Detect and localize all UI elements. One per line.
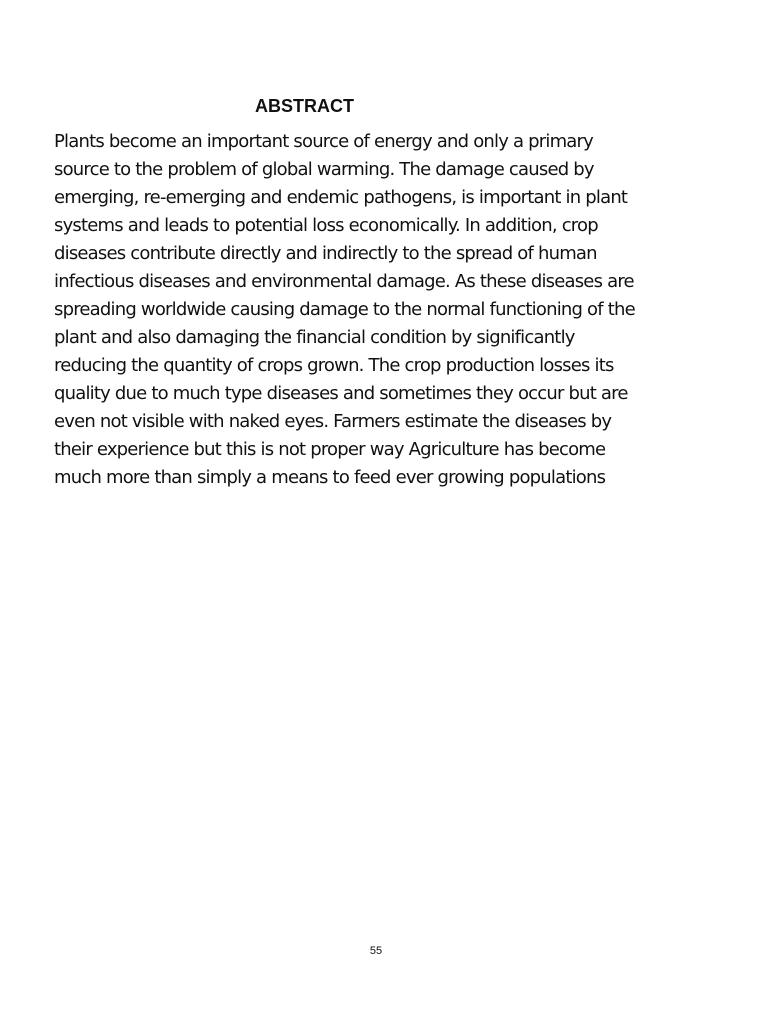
abstract-line: spreading worldwide causing damage to the normal functioning of the (54, 299, 635, 320)
abstract-line: quality due to much type diseases and sometimes they occur but are (54, 383, 628, 404)
page-number: 55 (369, 945, 383, 957)
abstract-line: emerging, re-emerging and endemic pathogens, is important in plant (54, 187, 628, 208)
abstract-heading: ABSTRACT (255, 96, 354, 116)
abstract-line: even not visible with naked eyes. Farmers estimate the diseases by (54, 411, 612, 432)
abstract-line: their experience but this is not proper way Agriculture has become (54, 439, 606, 460)
abstract-line: plant and also damaging the financial condition by significantly (54, 327, 575, 348)
abstract-line: diseases contribute directly and indirectly to the spread of human (54, 243, 597, 264)
abstract-line: reducing the quantity of crops grown. The crop production losses its (54, 355, 614, 376)
abstract-line: infectious diseases and environmental damage. As these diseases are (54, 271, 634, 292)
abstract-line: much more than simply a means to feed ever growing populations (54, 467, 606, 488)
abstract-body (54, 128, 714, 492)
abstract-line: source to the problem of global warming. The damage caused by (54, 159, 594, 180)
abstract-line: Plants become an important source of energy and only a primary (54, 131, 593, 152)
abstract-line: systems and leads to potential loss economically. In addition, crop (54, 215, 598, 236)
